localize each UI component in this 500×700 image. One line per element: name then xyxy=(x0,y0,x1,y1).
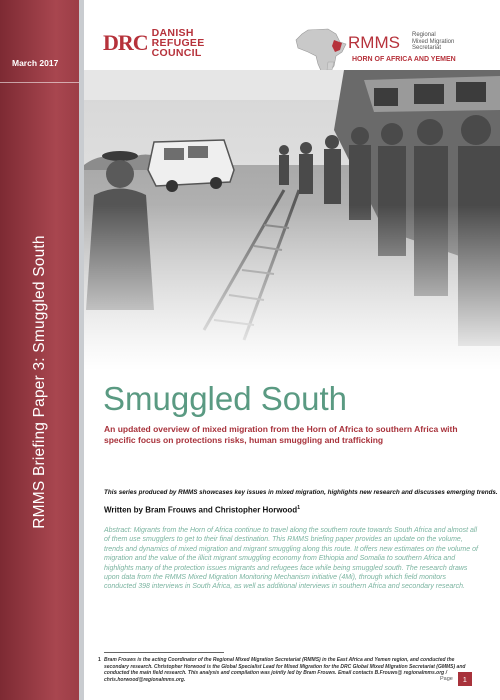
footnote-rule xyxy=(104,652,224,653)
sidebar-divider xyxy=(0,82,80,83)
footnote xyxy=(98,657,480,683)
africa-map-icon xyxy=(290,26,350,76)
document-subtitle: An updated overview of mixed migration from the Horn of Africa to southern Africa with specific focus on protections risks, human smuggling and trafficking xyxy=(104,424,458,445)
drc-line-2: REFUGEE xyxy=(151,37,205,49)
footnote-number: 1 xyxy=(98,657,101,663)
author-footnote-marker: 1 xyxy=(297,505,300,511)
page-number-block xyxy=(440,672,472,686)
drc-logo-text xyxy=(152,28,205,58)
author-names: Written by Bram Frouws and Christopher Horwood xyxy=(104,505,298,515)
author-line xyxy=(104,505,300,515)
cover-photo xyxy=(84,70,500,370)
publication-date: March 2017 xyxy=(12,58,59,68)
page-number: 1 xyxy=(458,672,472,686)
series-note: This series produced by RMMS showcases key issues in mixed migration, highlights new research and discusses emerging trends. xyxy=(104,489,498,496)
document-title: Smuggled South xyxy=(103,380,348,417)
sidebar-band xyxy=(0,0,80,700)
rmms-sub-3: Secretariat xyxy=(412,45,442,51)
rmms-logo-subtitle xyxy=(412,32,454,52)
drc-logo xyxy=(103,28,205,58)
drc-line-1: DANISH xyxy=(151,27,194,39)
rmms-sub-1: Regional xyxy=(412,32,436,38)
rmms-logo xyxy=(290,26,480,76)
rmms-logo-region: HORN OF AFRICA AND YEMEN xyxy=(352,56,456,63)
vertical-series-title: RMMS Briefing Paper 3: Smuggled South xyxy=(31,235,48,529)
cover-photo-illustration xyxy=(84,70,500,370)
rmms-sub-2: Mixed Migration xyxy=(412,38,455,45)
drc-line-3: COUNCIL xyxy=(151,47,202,59)
drc-logo-mark: DRC xyxy=(103,30,148,55)
abstract-text: Abstract: Migrants from the Horn of Africa continue to travel along the southern route towards South Africa and almost all of them use smugglers to get to their final destination. This RMMS briefing paper provides an update on the volume, trends and dynamics of mixed migration and migrant smuggling along this route. It offers new estimates on the volume of migration and the value of the illicit migrant smuggling economy from Ethiopia and Somalia to southern Africa and highlights many of the protection issues migrants and refugees face while being smuggled south. The research draws upon data from the RMMS Mixed Migration Monitoring Mechanism initiative (4Mi), through which field monitors conducted 398 interviews in South Africa, as well as additional interviews in southern Africa and secondary research. xyxy=(104,527,478,591)
rmms-logo-name: RMMS xyxy=(348,33,400,52)
footnote-text: Bram Frouws is the acting Coordinator of the Regional Mixed Migration Secretariat (RMMS) in the East Africa and Yemen region, and conducted the secondary research. Christopher Horwood is the Global Specialist Lead for Mixed Migration for the DRC Global Mixed Migration Secretariat (GMMS) and conducted the main field research. This analysis and compilation was jointly led by Bram Frouws. Email contacts B.Frouws@ regionalmms.org / chris.horwood@regionalmms.org. xyxy=(104,657,466,683)
page-label: Page xyxy=(440,676,453,682)
